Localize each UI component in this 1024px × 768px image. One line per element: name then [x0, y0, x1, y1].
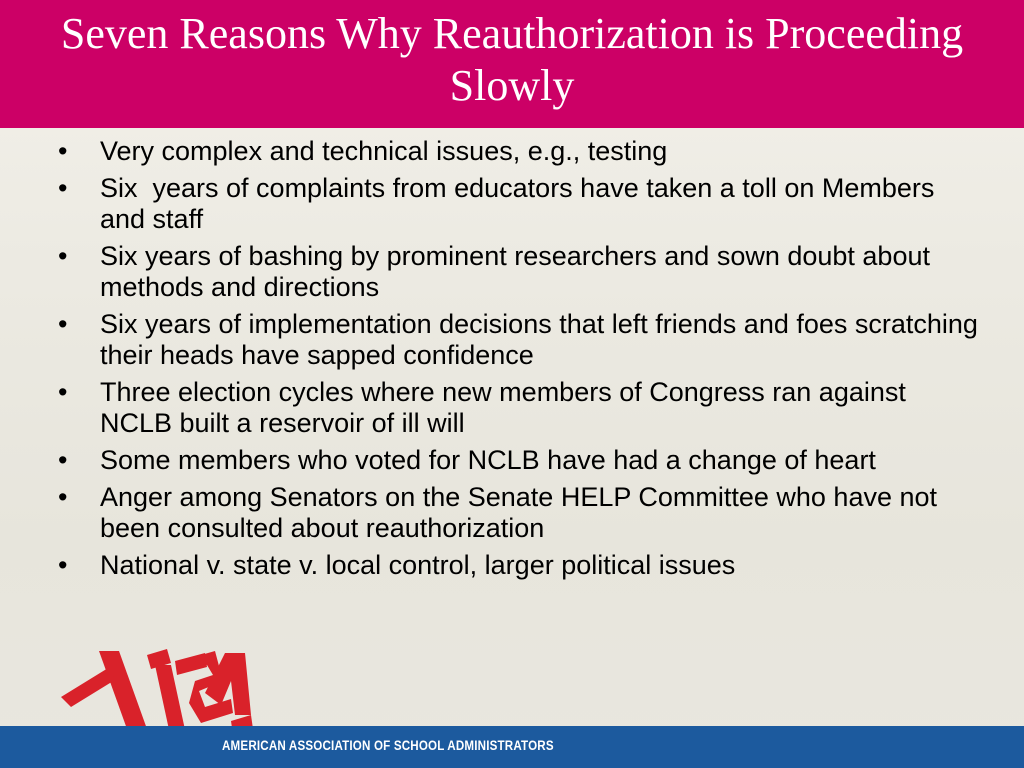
bullet-text: Very complex and technical issues, e.g., testing	[100, 136, 668, 166]
bullet-marker: •	[58, 309, 68, 339]
bullet-text: Six years of implementation decisions that left friends and foes scratching their heads have sapped confidence	[100, 309, 978, 370]
bullet-item	[58, 136, 978, 167]
bullet-text: Some members who voted for NCLB have had a change of heart	[100, 445, 876, 475]
bullet-marker: •	[58, 482, 68, 512]
bullet-item	[58, 173, 978, 235]
bullet-item	[58, 309, 978, 371]
bullet-marker: •	[58, 377, 68, 407]
footer-organization-name: AMERICAN ASSOCIATION OF SCHOOL ADMINISTRATORS	[222, 738, 554, 753]
bullet-item	[58, 377, 978, 439]
bullet-text: Six years of complaints from educators have taken a toll on Members and staff	[100, 173, 942, 234]
bullet-item	[58, 445, 978, 476]
bullet-list	[58, 136, 978, 587]
slide-title: Seven Reasons Why Reauthorization is Proceeding Slowly	[60, 9, 964, 110]
bullet-marker: •	[58, 136, 68, 166]
bullet-text: Three election cycles where new members of Congress ran against NCLB built a reservoir of ill will	[100, 377, 906, 438]
bullet-item	[58, 241, 978, 303]
bullet-text: Anger among Senators on the Senate HELP Committee who have not been consulted about reauthorization	[100, 482, 938, 543]
bullet-marker: •	[58, 550, 68, 580]
bullet-marker: •	[58, 445, 68, 475]
bullet-item	[58, 550, 978, 581]
bullet-marker: •	[58, 173, 68, 203]
bullet-text: National v. state v. local control, larger political issues	[100, 550, 736, 580]
bullet-item	[58, 482, 978, 544]
bullet-marker: •	[58, 241, 68, 271]
title-bar	[0, 0, 1024, 128]
bullet-text: Six years of bashing by prominent researchers and sown doubt about methods and directions	[100, 241, 930, 302]
